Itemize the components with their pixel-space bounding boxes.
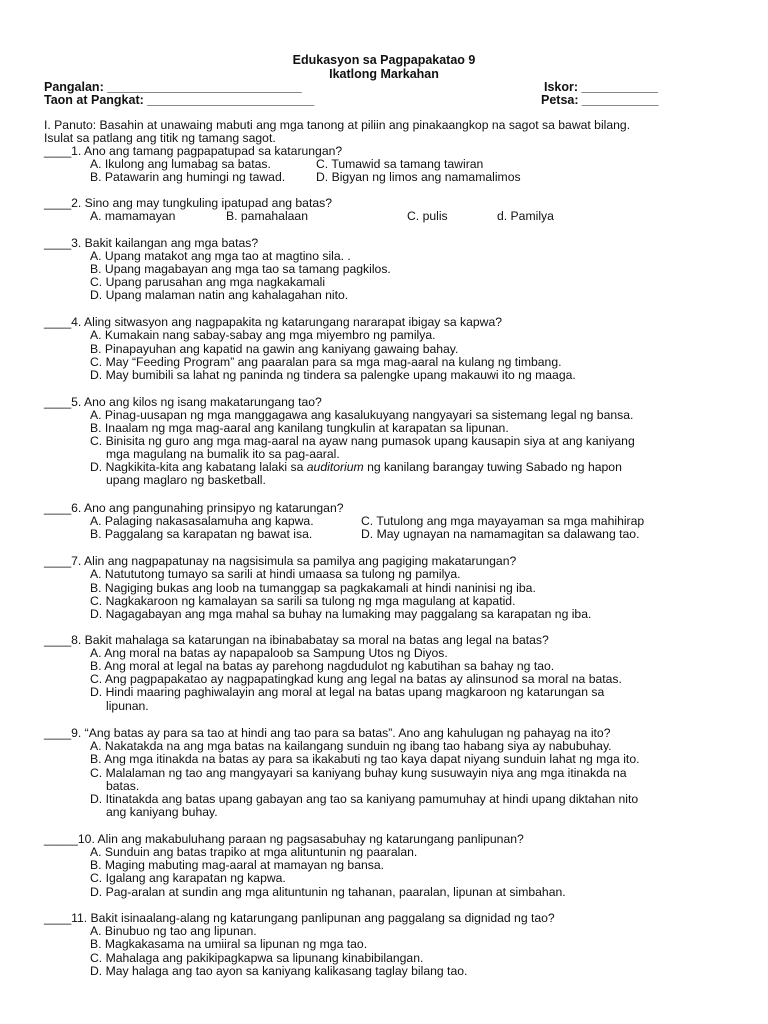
answer-choice: D. May bumibili sa lahat ng paninda ng tindera sa palengke upang makauwi ito ng maaga. [90,368,576,382]
answer-choice: C. Mahalaga ang pakikipagkapwa sa lipunang kinabibilangan. [90,951,424,965]
answer-choice: B. Nagiging bukas ang loob na tumanggap sa pagkakamali at hindi naninisi ng iba. [90,581,536,595]
answer-choice: B. Ang mga itinakda na batas ay para sa ikakabuti ng tao kaya dapat niyang sunduin lahat ng mga ito. [90,752,640,766]
answer-choice: C. Binisita ng guro ang mga mag-aaral na ayaw nang pumasok upang kausapin siya at ang kaniyang [90,434,635,448]
question-stem: ____5. Ano ang kilos ng isang makatarungang tao? [44,395,322,409]
question-stem: ____1. Ano ang tamang pagpapatupad sa katarungan? [44,144,343,158]
answer-choice: A. Ang moral na batas ay napapaloob sa Sampung Utos ng Diyos. [90,646,448,660]
answer-choice: A. Palaging nakasasalamuha ang kapwa. [90,514,314,528]
answer-choice-continuation: mga magulang na bumalik ito sa pag-aaral. [106,447,340,461]
choice-text: D. Nagkikita-kita ang kabatang lalaki sa [90,460,307,474]
answer-choice: B. Pinapayuhan ang kapatid na gawin ang kaniyang gawaing bahay. [90,342,459,356]
answer-choice: C. Ang pagpapakatao ay nagpapatingkad kung ang legal na batas ay alinsunod sa moral na batas. [90,672,622,686]
answer-choice: A. Ikulong ang lumabag sa batas. [90,157,271,171]
answer-choice: D. May ugnayan na namamagitan sa dalawang tao. [361,527,640,541]
answer-choice: B. Inaalam ng mga mag-aaral ang kanilang tungkulin at karapatan sa lipunan. [90,421,509,435]
answer-choice: D. Nagagabayan ang mga mahal sa buhay na lumaking may paggalang sa karapatan ng iba. [90,607,592,621]
answer-choice: D. May halaga ang tao ayon sa kaniyang kalikasang taglay bilang tao. [90,964,468,978]
answer-choice: C. Nagkakaroon ng kamalayan sa sarili sa tulong ng mga magulang at kapatid. [90,594,516,608]
answer-choice: C. Tutulong ang mga mayayaman sa mga mahihirap [361,514,645,528]
section-field: Taon at Pangkat: ________________________ [44,93,315,107]
answer-choice: C. Tumawid sa tamang tawiran [316,157,484,171]
question-stem: ____2. Sino ang may tungkuling ipatupad ang batas? [44,196,332,210]
answer-choice: A. Upang matakot ang mga tao at magtino sila. . [90,249,351,263]
instructions-line: I. Panuto: Basahin at unawaing mabuti ang mga tanong at piliin ang pinakaangkop na sagot sa bawat bilang. [44,118,631,132]
score-field: Iskor: ___________ [544,80,658,94]
question-stem: ____4. Aling sitwasyon ang nagpapakita ng katarungang nararapat ibigay sa kapwa? [44,315,503,329]
answer-choice: C. Igalang ang karapatan ng kapwa. [90,871,286,885]
answer-choice: A. Natututong tumayo sa sarili at hindi umaasa sa tulong ng pamilya. [90,567,461,581]
answer-choice: A. Binubuo ng tao ang lipunan. [90,924,257,938]
answer-choice: D. Hindi maaring paghiwalayin ang moral at legal na batas upang magkaroon ng katarungan sa [90,685,605,699]
answer-choice-continuation: upang maglaro ng basketball. [106,473,266,487]
answer-choice-continuation: batas. [106,779,140,793]
answer-choice: B. pamahalaan [226,209,308,223]
answer-choice: B. Patawarin ang humingi ng tawad. [90,170,286,184]
name-field: Pangalan: ____________________________ [44,80,302,94]
date-field: Petsa: ___________ [541,93,659,107]
answer-choice: D. Pag-aralan at sundin ang mga alituntunin ng tahanan, paaralan, lipunan at simbahan. [90,885,566,899]
answer-choice: D. Bigyan ng limos ang namamalimos [316,170,521,184]
answer-choice: A. Pinag-uusapan ng mga manggagawa ang kasalukuyang nangyayari sa sistemang legal ng bansa. [90,408,634,422]
question-stem: _____10. Alin ang makabuluhang paraan ng pagsasabuhay ng katarungang panlipunan? [44,832,524,846]
question-stem: ____7. Alin ang nagpapatunay na nagsisimula sa pamilya ang pagiging makatarungan? [44,554,517,568]
answer-choice: A. Nakatakda na ang mga batas na kailangang sunduin ng ibang tao habang siya ay nabubuhay. [90,739,612,753]
answer-choice: B. Ang moral at legal na batas ay parehong nagdudulot ng kabutihan sa bahay ng tao. [90,659,555,673]
question-stem: ____9. “Ang batas ay para sa tao at hindi ang tao para sa batas”. Ano ang kahulugan ng pahayag na ito? [44,726,611,740]
choice-italic-term: auditorium [306,460,364,474]
answer-choice: A. Kumakain nang sabay-sabay ang mga miyembro ng pamilya. [90,328,436,342]
answer-choice: B. Upang magabayan ang mga tao sa tamang pagkilos. [90,262,391,276]
quarter-title: Ikatlong Markahan [329,67,439,81]
question-stem: ____3. Bakit kailangan ang mga batas? [44,236,259,250]
answer-choice: C. pulis [407,209,448,223]
answer-choice: d. Pamilya [497,209,554,223]
answer-choice: C. Upang parusahan ang mga nagkakamali [90,275,326,289]
answer-choice-continuation: lipunan. [106,699,149,713]
answer-choice: D. Upang malaman natin ang kahalagahan nito. [90,288,349,302]
answer-choice: B. Maging mabuting mag-aaral at mamayan ng bansa. [90,858,385,872]
choice-text: ng kanilang barangay tuwing Sabado ng hapon [363,460,622,474]
instructions-line: Isulat sa patlang ang titik ng tamang sagot. [44,131,276,145]
question-stem: ____8. Bakit mahalaga sa katarungan na ibinababatay sa moral na batas ang legal na batas? [44,633,549,647]
question-stem: ____6. Ano ang pangunahing prinsipyo ng katarungan? [44,501,344,515]
answer-choice: D. Itinatakda ang batas upang gabayan ang tao sa kaniyang pamumuhay at hindi upang diktahan nito [90,792,639,806]
answer-choice: B. Paggalang sa karapatan ng bawat isa. [90,527,313,541]
answer-choice: C. May “Feeding Program” ang paaralan para sa mga mag-aaral na kulang ng timbang. [90,355,562,369]
answer-choice: A. Sunduin ang batas trapiko at mga alituntunin ng paaralan. [90,845,418,859]
question-stem: ____11. Bakit isinaalang-alang ng katarungang panlipunan ang paggalang sa dignidad ng tao? [44,911,555,925]
answer-choice: C. Malalaman ng tao ang mangyayari sa kaniyang buhay kung susuwayin niya ang mga itinakda na [90,766,627,780]
answer-choice: A. mamamayan [90,209,176,223]
answer-choice-continuation: ang kaniyang buhay. [106,805,218,819]
subject-title: Edukasyon sa Pagpapakatao 9 [292,53,476,67]
answer-choice: B. Magkakasama na umiiral sa lipunan ng mga tao. [90,937,368,951]
